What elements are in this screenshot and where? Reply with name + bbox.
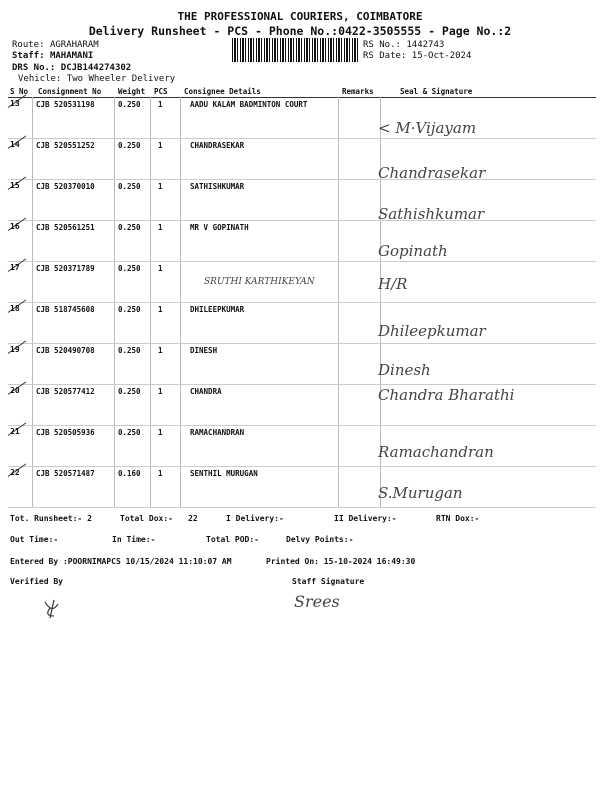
row-weight: 0.250 xyxy=(118,387,141,396)
table-row xyxy=(8,466,596,508)
rs-date-line: RS Date: 15-Oct-2024 xyxy=(363,51,472,61)
row-pcs: 1 xyxy=(158,100,163,109)
row-signature: Ramachandran xyxy=(378,443,494,461)
row-weight: 0.250 xyxy=(118,428,141,437)
table-row xyxy=(8,97,596,139)
table-row xyxy=(8,261,596,303)
row-weight: 0.250 xyxy=(118,182,141,191)
staff-value: MAHAMANI xyxy=(49,51,94,61)
table-row xyxy=(8,302,596,344)
row-consignee: DHILEEPKUMAR xyxy=(190,305,245,314)
row-sno: 19 xyxy=(10,345,20,354)
col-weight: Weight xyxy=(118,87,146,96)
row-signature: Gopinath xyxy=(378,242,448,260)
row-consignment: CJB 520505936 xyxy=(36,428,95,437)
total-pod: Total POD:- xyxy=(206,535,259,544)
staff-signature-label: Staff Signature xyxy=(292,577,365,586)
row-sno: 13 xyxy=(10,99,20,108)
row-pcs: 1 xyxy=(158,223,163,232)
row-signature: < M·Vijayam xyxy=(378,119,477,137)
table-row xyxy=(8,343,596,385)
row-weight: 0.250 xyxy=(118,264,141,273)
rs-no-line: RS No.: 1442743 xyxy=(363,40,445,50)
row-handwritten-note: SRUTHI KARTHIKEYAN xyxy=(204,277,315,287)
vehicle-value: Two Wheeler Delivery xyxy=(66,74,176,84)
route-value: AGRAHARAM xyxy=(49,40,99,50)
row-consignee: AADU KALAM BADMINTON COURT xyxy=(190,100,308,109)
row-sno: 21 xyxy=(10,427,20,436)
row-sno: 18 xyxy=(10,304,20,313)
col-sno: S No xyxy=(10,87,29,96)
row-pcs: 1 xyxy=(158,387,163,396)
row-pcs: 1 xyxy=(158,182,163,191)
row-pcs: 1 xyxy=(158,469,163,478)
row-sno: 17 xyxy=(10,263,20,272)
row-signature: Sathishkumar xyxy=(378,205,485,223)
col-consignment: Consignment No xyxy=(38,87,102,96)
row-consignment: CJB 520490708 xyxy=(36,346,95,355)
table-row xyxy=(8,138,596,180)
table-row xyxy=(8,179,596,221)
row-consignee: CHANDRASEKAR xyxy=(190,141,245,150)
row-pcs: 1 xyxy=(158,428,163,437)
total-dox-value: 22 xyxy=(188,514,198,523)
drs-value: DCJB144274302 xyxy=(60,63,132,73)
row-weight: 0.250 xyxy=(118,141,141,150)
rs-date-value: 15-Oct-2024 xyxy=(411,51,472,61)
entered-by: Entered By :POORNIMAPCS 10/15/2024 11:10:07 AM xyxy=(10,557,232,566)
route-line: Route: AGRAHARAM xyxy=(12,40,99,50)
in-time: In Time:- xyxy=(112,535,156,544)
row-consignment: CJB 520577412 xyxy=(36,387,95,396)
row-weight: 0.250 xyxy=(118,346,141,355)
barcode-image xyxy=(232,38,358,62)
row-signature: H/R xyxy=(378,275,408,293)
row-signature: Dinesh xyxy=(378,361,431,379)
row-consignee: SATHISHKUMAR xyxy=(190,182,245,191)
row-consignee: SENTHIL MURUGAN xyxy=(190,469,258,478)
row-consignee: RAMACHANDRAN xyxy=(190,428,245,437)
row-consignment: CJB 520571487 xyxy=(36,469,95,478)
total-runsheet: Tot. Runsheet:- 2 xyxy=(10,514,92,523)
sheet-title: Delivery Runsheet - PCS - Phone No.:0422-3505555 - Page No.:2 xyxy=(88,24,512,38)
row-consignment: CJB 520551252 xyxy=(36,141,95,150)
delvy-points: Delvy Points:- xyxy=(286,535,354,544)
row-consignee: CHANDRA xyxy=(190,387,222,396)
printed-on: Printed On: 15-10-2024 16:49:30 xyxy=(266,557,416,566)
row-consignment: CJB 520561251 xyxy=(36,223,95,232)
row-pcs: 1 xyxy=(158,264,163,273)
table-row xyxy=(8,220,596,262)
row-consignment: CJB 520370010 xyxy=(36,182,95,191)
row-weight: 0.250 xyxy=(118,305,141,314)
ii-delivery: II Delivery:- xyxy=(334,514,397,523)
verified-by: Verified By xyxy=(10,577,63,586)
row-pcs: 1 xyxy=(158,305,163,314)
row-sno: 14 xyxy=(10,140,20,149)
runsheet-table xyxy=(8,97,596,507)
row-consignee: MR V GOPINATH xyxy=(190,223,249,232)
row-weight: 0.250 xyxy=(118,223,141,232)
staff-line: Staff: MAHAMANI xyxy=(12,51,94,61)
col-pcs: PCS xyxy=(154,87,168,96)
row-consignment: CJB 520531198 xyxy=(36,100,95,109)
row-consignment: CJB 520371789 xyxy=(36,264,95,273)
col-seal-signature: Seal & Signature xyxy=(400,87,473,96)
row-consignee: DINESH xyxy=(190,346,218,355)
row-weight: 0.160 xyxy=(118,469,141,478)
rs-no-value: 1442743 xyxy=(406,40,445,50)
row-signature: Dhileepkumar xyxy=(378,322,486,340)
i-delivery: I Delivery:- xyxy=(226,514,284,523)
row-sno: 20 xyxy=(10,386,20,395)
table-row xyxy=(8,425,596,467)
row-pcs: 1 xyxy=(158,346,163,355)
row-pcs: 1 xyxy=(158,141,163,150)
vehicle-line: Vehicle: Two Wheeler Delivery xyxy=(18,74,176,84)
row-sno: 22 xyxy=(10,468,20,477)
total-dox-label: Total Dox:- xyxy=(120,514,173,523)
row-signature: S.Murugan xyxy=(378,484,463,502)
col-remarks: Remarks xyxy=(342,87,374,96)
row-signature: Chandrasekar xyxy=(378,164,486,182)
table-row xyxy=(8,384,596,426)
drs-line: DRS No.: DCJB144274302 xyxy=(12,63,132,73)
col-consignee: Consignee Details xyxy=(184,87,261,96)
row-sno: 15 xyxy=(10,181,20,190)
out-time: Out Time:- xyxy=(10,535,59,544)
rtn-dox: RTN Dox:- xyxy=(436,514,480,523)
company-title: THE PROFESSIONAL COURIERS, COIMBATORE xyxy=(177,10,423,23)
staff-signature-hand: Srees xyxy=(294,592,340,611)
verified-signature-scribble xyxy=(40,598,64,620)
row-consignment: CJB 518745608 xyxy=(36,305,95,314)
row-sno: 16 xyxy=(10,222,20,231)
row-signature: Chandra Bharathi xyxy=(378,386,515,404)
row-weight: 0.250 xyxy=(118,100,141,109)
